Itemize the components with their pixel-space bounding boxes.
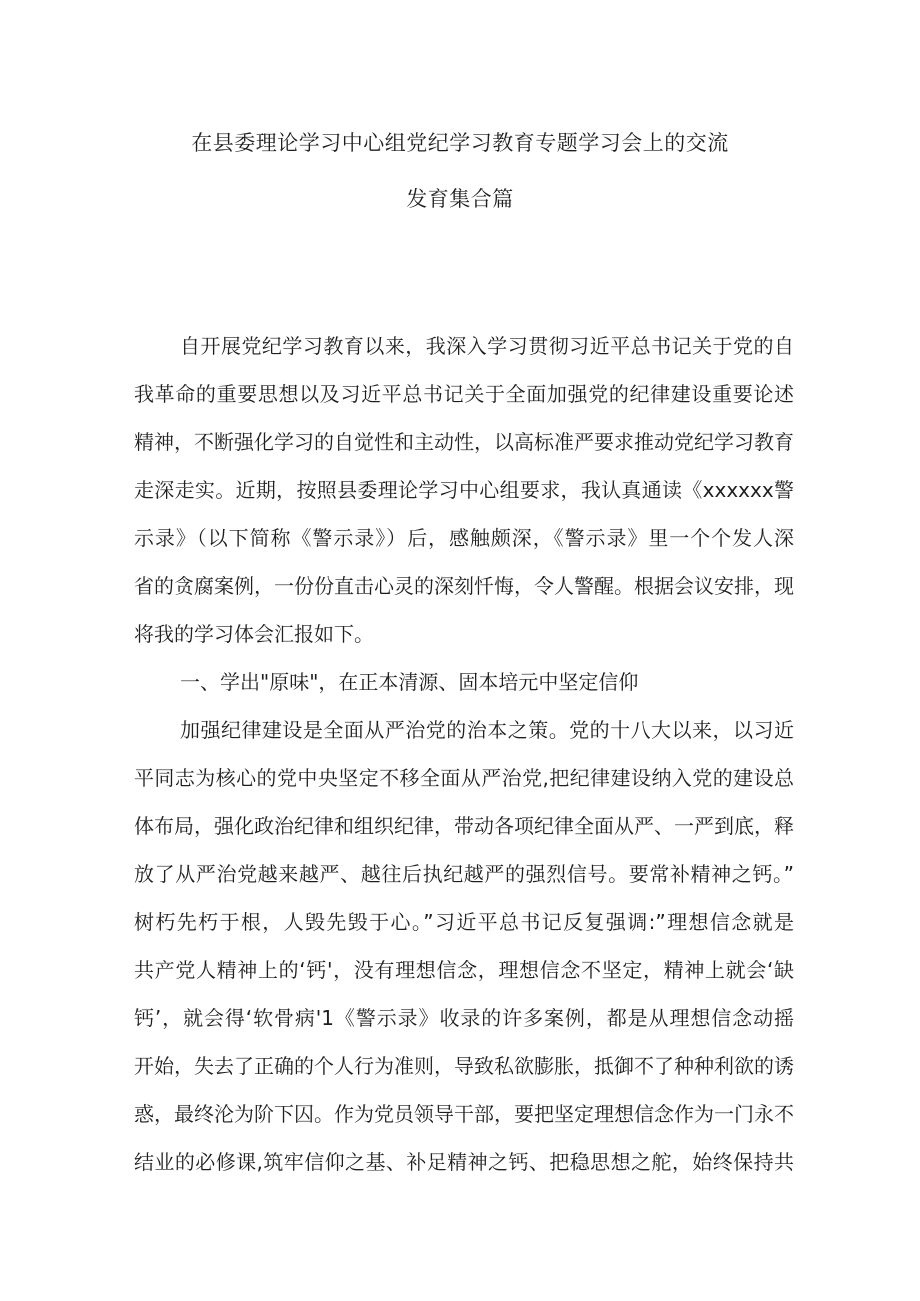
paragraph-line: 我革命的重要思想以及习近平总书记关于全面加强党的纪律建设重要论述 xyxy=(134,382,794,406)
paragraph-line: 自开展党纪学习教育以来，我深入学习贯彻习近平总书记关于党的自 xyxy=(180,334,794,358)
paragraph-line: 加强纪律建设是全面从严治党的治本之策。党的十八大以来，以习近 xyxy=(180,718,794,742)
paragraph-line: 将我的学习体会汇报如下。 xyxy=(134,622,374,646)
paragraph-line: 平同志为核心的党中央坚定不移全面从严治党,把纪律建设纳入党的建设总 xyxy=(134,766,794,790)
document-body xyxy=(134,322,794,1186)
paragraph-line: 开始，失去了正确的个人行为准则，导致私欲膨胀，抵御不了种种利欲的诱 xyxy=(134,1054,794,1078)
section-heading: 一、学出"原味"，在正本清源、固本培元中坚定信仰 xyxy=(180,670,639,694)
paragraph-line: 钙’，就会得‘软骨病'1《警示录》收录的许多案例，都是从理想信念动摇 xyxy=(134,1006,794,1030)
paragraph-line: 体布局，强化政治纪律和组织纪律，带动各项纪律全面从严、一严到底，释 xyxy=(134,814,794,838)
paragraph-line: 精神，不断强化学习的自觉性和主动性，以高标准严要求推动党纪学习教育 xyxy=(134,430,794,454)
paragraph-line: 共产党人精神上的‘钙'，没有理想信念，理想信念不坚定，精神上就会‘缺 xyxy=(134,958,794,982)
paragraph-line: 结业的必修课,筑牢信仰之基、补足精神之钙、把稳思想之舵，始终保持共 xyxy=(134,1150,794,1174)
paragraph-line: 树朽先朽于根，人毁先毁于心。”习近平总书记反复强调:”理想信念就是 xyxy=(134,910,794,934)
paragraph-line: 走深走实。近期，按照县委理论学习中心组要求，我认真通读《xxxxxx警 xyxy=(134,478,794,502)
document-title-line-1: 在县委理论学习中心组党纪学习教育专题学习会上的交流 xyxy=(191,131,729,155)
paragraph-line: 放了从严治党越来越严、越往后执纪越严的强烈信号。要常补精神之钙。” xyxy=(134,862,794,886)
paragraph-line: 省的贪腐案例，一份份直击心灵的深刻忏悔，令人警醒。根据会议安排，现 xyxy=(134,574,794,598)
paragraph-line: 示录》（以下简称《警示录》）后，感触颇深，《警示录》里一个个发人深 xyxy=(134,526,794,550)
paragraph-line: 惑，最终沦为阶下囚。作为党员领导干部，要把坚定理想信念作为一门永不 xyxy=(134,1102,794,1126)
document-title-line-2: 发育集合篇 xyxy=(406,187,514,211)
